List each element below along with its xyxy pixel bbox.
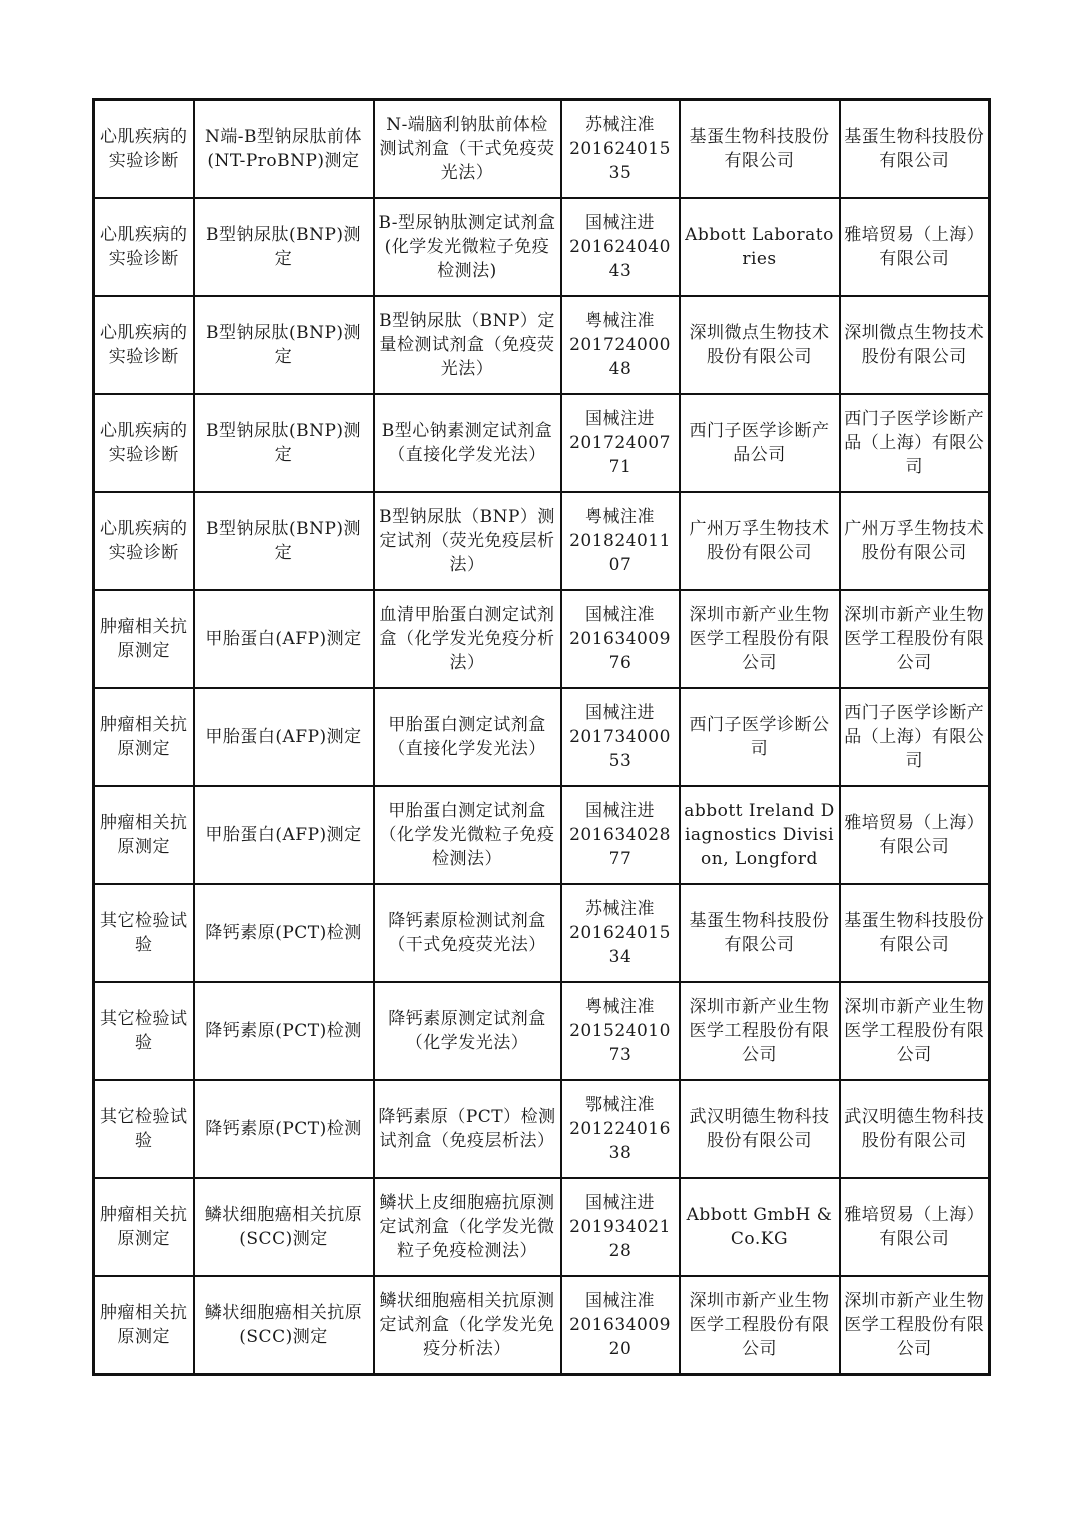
registration-type: 粤械注准 (585, 507, 655, 527)
table-row (94, 688, 990, 786)
registration-number: 20122401638 (569, 1119, 671, 1163)
manufacturer-cell: 深圳市新产业生物医学工程股份有限公司 (680, 982, 840, 1080)
registration-type: 国械注准 (585, 1291, 655, 1311)
manufacturer-cell: Abbott Laboratories (680, 198, 840, 296)
product-name-cell: 甲胎蛋白测定试剂盒（化学发光微粒子免疫检测法） (374, 786, 561, 884)
table-row (94, 884, 990, 982)
manufacturer-cell: 基蛋生物科技股份有限公司 (680, 884, 840, 982)
test-item-cell: 甲胎蛋白(AFP)测定 (194, 590, 374, 688)
product-name-cell: B型心钠素测定试剂盒（直接化学发光法） (374, 394, 561, 492)
agent-cell: 深圳微点生物技术股份有限公司 (840, 296, 990, 394)
manufacturer-cell: 西门子医学诊断产品公司 (680, 394, 840, 492)
test-item-cell: 降钙素原(PCT)检测 (194, 1080, 374, 1178)
manufacturer-cell: Abbott GmbH & Co.KG (680, 1178, 840, 1276)
test-item-cell: N端-B型钠尿肽前体(NT-ProBNP)测定 (194, 100, 374, 199)
test-item-cell: B型钠尿肽(BNP)测定 (194, 492, 374, 590)
registration-number: 20162404043 (569, 237, 671, 281)
registration-number: 20162401534 (569, 923, 671, 967)
product-name-cell: 鳞状上皮细胞癌抗原测定试剂盒（化学发光微粒子免疫检测法） (374, 1178, 561, 1276)
test-item-cell: B型钠尿肽(BNP)测定 (194, 198, 374, 296)
registration-number: 20182401107 (569, 531, 671, 575)
agent-cell: 深圳市新产业生物医学工程股份有限公司 (840, 982, 990, 1080)
registration-type: 苏械注准 (585, 115, 655, 135)
test-item-cell: 鳞状细胞癌相关抗原(SCC)测定 (194, 1178, 374, 1276)
category-cell: 心肌疾病的实验诊断 (94, 100, 194, 199)
registration-cell (561, 198, 680, 296)
registration-cell (561, 394, 680, 492)
category-cell: 心肌疾病的实验诊断 (94, 492, 194, 590)
agent-cell: 雅培贸易（上海）有限公司 (840, 786, 990, 884)
test-item-cell: 甲胎蛋白(AFP)测定 (194, 786, 374, 884)
registration-type: 国械注进 (585, 801, 655, 821)
registration-cell (561, 100, 680, 199)
registration-number: 20172400771 (569, 433, 671, 477)
registration-cell (561, 1178, 680, 1276)
category-cell: 肿瘤相关抗原测定 (94, 1178, 194, 1276)
product-name-cell: 甲胎蛋白测定试剂盒（直接化学发光法） (374, 688, 561, 786)
registration-cell (561, 688, 680, 786)
category-cell: 其它检验试验 (94, 884, 194, 982)
product-name-cell: B型钠尿肽（BNP）测定试剂（荧光免疫层析法） (374, 492, 561, 590)
category-cell: 其它检验试验 (94, 982, 194, 1080)
registration-type: 国械注进 (585, 213, 655, 233)
registration-cell (561, 590, 680, 688)
agent-cell: 雅培贸易（上海）有限公司 (840, 1178, 990, 1276)
manufacturer-cell: abbott Ireland Diagnostics Division, Longford (680, 786, 840, 884)
test-item-cell: B型钠尿肽(BNP)测定 (194, 296, 374, 394)
table-row (94, 590, 990, 688)
table-row (94, 982, 990, 1080)
registration-cell (561, 1080, 680, 1178)
product-name-cell: 血清甲胎蛋白测定试剂盒（化学发光免疫分析法） (374, 590, 561, 688)
registration-cell (561, 296, 680, 394)
table-row (94, 492, 990, 590)
manufacturer-cell: 深圳微点生物技术股份有限公司 (680, 296, 840, 394)
registration-cell (561, 884, 680, 982)
agent-cell: 西门子医学诊断产品（上海）有限公司 (840, 394, 990, 492)
product-name-cell: B-型尿钠肽测定试剂盒(化学发光微粒子免疫检测法) (374, 198, 561, 296)
agent-cell: 基蛋生物科技股份有限公司 (840, 100, 990, 199)
test-item-cell: 甲胎蛋白(AFP)测定 (194, 688, 374, 786)
table-row (94, 296, 990, 394)
category-cell: 心肌疾病的实验诊断 (94, 296, 194, 394)
registration-number: 20163402877 (569, 825, 671, 869)
manufacturer-cell: 深圳市新产业生物医学工程股份有限公司 (680, 1276, 840, 1375)
manufacturer-cell: 基蛋生物科技股份有限公司 (680, 100, 840, 199)
category-cell: 心肌疾病的实验诊断 (94, 394, 194, 492)
registration-number: 20193402128 (569, 1217, 671, 1261)
test-item-cell: 降钙素原(PCT)检测 (194, 982, 374, 1080)
registry-table-body (94, 100, 990, 1375)
manufacturer-cell: 深圳市新产业生物医学工程股份有限公司 (680, 590, 840, 688)
table-row (94, 1276, 990, 1375)
registration-type: 国械注进 (585, 409, 655, 429)
registration-type: 粤械注准 (585, 997, 655, 1017)
registration-type: 苏械注准 (585, 899, 655, 919)
table-row (94, 100, 990, 199)
registration-cell (561, 982, 680, 1080)
category-cell: 肿瘤相关抗原测定 (94, 786, 194, 884)
table-row (94, 786, 990, 884)
agent-cell: 雅培贸易（上海）有限公司 (840, 198, 990, 296)
test-item-cell: B型钠尿肽(BNP)测定 (194, 394, 374, 492)
registration-number: 20163400920 (569, 1315, 671, 1359)
agent-cell: 广州万孚生物技术股份有限公司 (840, 492, 990, 590)
table-row (94, 394, 990, 492)
registration-type: 国械注准 (585, 605, 655, 625)
agent-cell: 深圳市新产业生物医学工程股份有限公司 (840, 1276, 990, 1375)
test-item-cell: 降钙素原(PCT)检测 (194, 884, 374, 982)
category-cell: 其它检验试验 (94, 1080, 194, 1178)
category-cell: 肿瘤相关抗原测定 (94, 1276, 194, 1375)
registration-cell (561, 1276, 680, 1375)
registry-table (92, 98, 991, 1376)
registration-number: 20173400053 (569, 727, 671, 771)
table-row (94, 1178, 990, 1276)
registration-number: 20152401073 (569, 1021, 671, 1065)
registration-type: 粤械注准 (585, 311, 655, 331)
test-item-cell: 鳞状细胞癌相关抗原(SCC)测定 (194, 1276, 374, 1375)
product-name-cell: 降钙素原（PCT）检测试剂盒（免疫层析法） (374, 1080, 561, 1178)
registration-type: 国械注进 (585, 703, 655, 723)
category-cell: 肿瘤相关抗原测定 (94, 688, 194, 786)
agent-cell: 深圳市新产业生物医学工程股份有限公司 (840, 590, 990, 688)
agent-cell: 西门子医学诊断产品（上海）有限公司 (840, 688, 990, 786)
registration-type: 鄂械注准 (585, 1095, 655, 1115)
registration-type: 国械注进 (585, 1193, 655, 1213)
agent-cell: 武汉明德生物科技股份有限公司 (840, 1080, 990, 1178)
registration-number: 20172400048 (569, 335, 671, 379)
table-row (94, 1080, 990, 1178)
manufacturer-cell: 武汉明德生物科技股份有限公司 (680, 1080, 840, 1178)
product-name-cell: B型钠尿肽（BNP）定量检测试剂盒（免疫荧光法） (374, 296, 561, 394)
registry-table-page (92, 98, 988, 1376)
agent-cell: 基蛋生物科技股份有限公司 (840, 884, 990, 982)
product-name-cell: N-端脑利钠肽前体检测试剂盒（干式免疫荧光法） (374, 100, 561, 199)
product-name-cell: 鳞状细胞癌相关抗原测定试剂盒（化学发光免疫分析法） (374, 1276, 561, 1375)
manufacturer-cell: 广州万孚生物技术股份有限公司 (680, 492, 840, 590)
table-row (94, 198, 990, 296)
registration-number: 20162401535 (569, 139, 671, 183)
manufacturer-cell: 西门子医学诊断公司 (680, 688, 840, 786)
product-name-cell: 降钙素原测定试剂盒（化学发光法） (374, 982, 561, 1080)
registration-cell (561, 492, 680, 590)
product-name-cell: 降钙素原检测试剂盒（干式免疫荧光法） (374, 884, 561, 982)
registration-number: 20163400976 (569, 629, 671, 673)
registration-cell (561, 786, 680, 884)
category-cell: 肿瘤相关抗原测定 (94, 590, 194, 688)
category-cell: 心肌疾病的实验诊断 (94, 198, 194, 296)
